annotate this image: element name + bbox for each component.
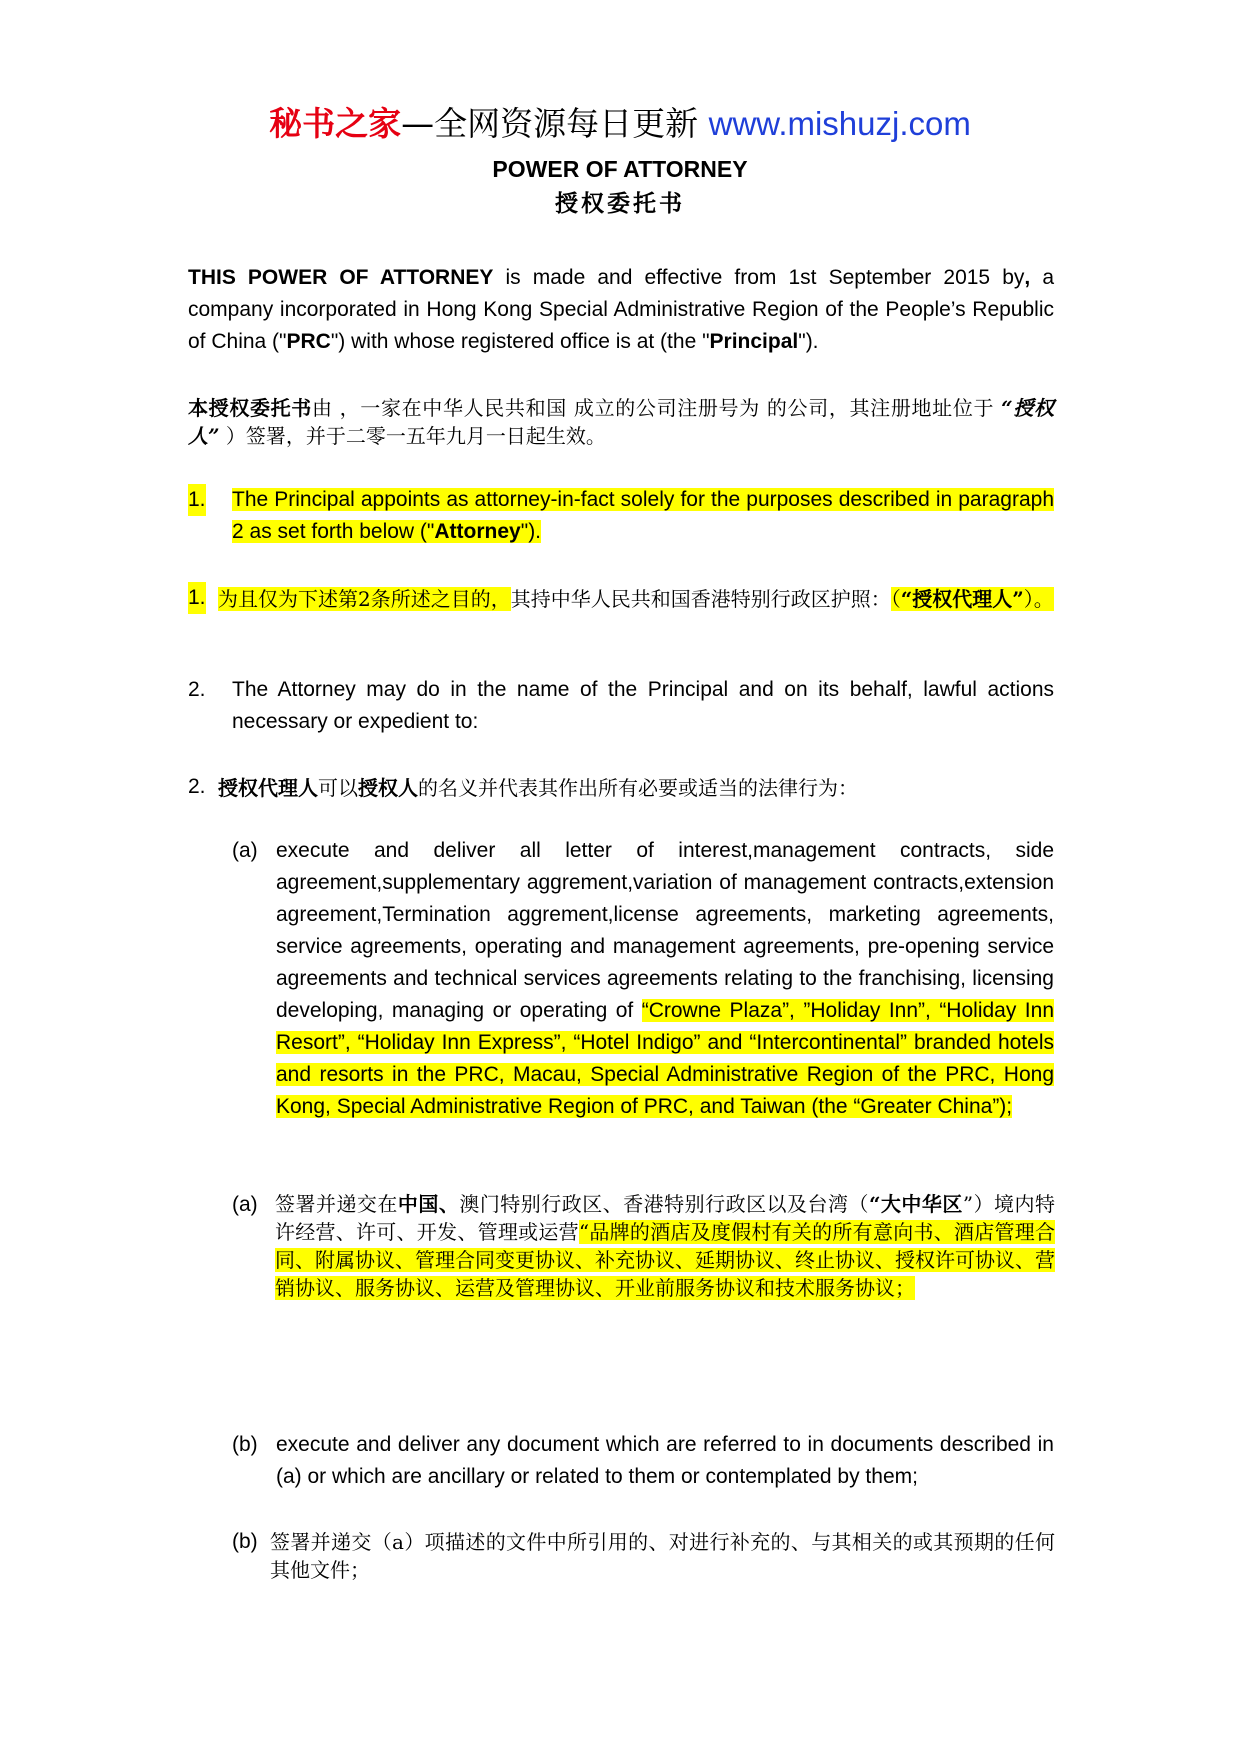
item-a-label-en: (a) — [232, 839, 258, 862]
item-b-zh: 签署并递交（a）项描述的文件中所引用的、对进行补充的、与其相关的或其预期的任何其他文件； — [270, 1530, 1055, 1582]
clause-2-number-en: 2. — [188, 678, 206, 701]
clause-2-zh: 授权代理人可以授权人的名义并代表其作出所有必要或适当的法律行为： — [218, 776, 858, 800]
site-name: 秘书之家 — [269, 104, 402, 143]
intro-paragraph-en: THIS POWER OF ATTORNEY is made and effective from 1st September 2015 by, a company incorporated in Hong Kong Special Administrative Region of the People’s Republic of China ("PRC") with whose registered office is at (the "Principal"). — [188, 266, 1055, 353]
item-b-label-en: (b) — [232, 1433, 258, 1456]
clause-1-en: The Principal appoints as attorney-in-fact solely for the purposes described in paragraph 2 as set forth below ("Attorney"). — [232, 488, 1054, 543]
item-a-zh: 签署并递交在中国、澳门特别行政区、香港特别行政区以及台湾（“大中华区”）境内特许经营、许可、开发、管理或运营“品牌的酒店及度假村有关的所有意向书、酒店管理合同、附属协议、管理合同变更协议、补充协议、延期协议、终止协议、授权许可协议、营销协议、服务协议、运营及管理协议、开业前服务协议和技术服务协议； — [275, 1192, 1056, 1300]
title-chinese: 授权委托书 — [555, 191, 685, 217]
site-banner — [0, 102, 1240, 146]
item-a-label-zh: (a) — [232, 1193, 258, 1216]
clause-1-number-zh: 1. — [188, 582, 206, 614]
site-tagline: —全网资源每日更新 — [401, 104, 699, 143]
site-url[interactable]: www.mishuzj.com — [708, 105, 971, 142]
clause-2-en: The Attorney may do in the name of the Principal and on its behalf, lawful actions necessary or expedient to: — [232, 678, 1054, 733]
clause-2-number-zh: 2. — [188, 775, 206, 798]
clause-1-number-en: 1. — [188, 484, 206, 516]
item-b-en: execute and deliver any document which are referred to in documents described in (a) or which are ancillary or related to them or contemplated by them; — [276, 1433, 1054, 1488]
item-a-en: execute and deliver all letter of interest,management contracts, side agreement,supplementary aggrement,variation of management contracts,extension agreement,Termination aggrement,license agreements, marketing agreements, service agreements, operating and management agreements, pre-opening service agreements and technical services agreements relating to the franchising, licensing developing, managing or operating of “Crowne Plaza”, ”Holiday Inn”, “Holiday Inn Resort”, “Holiday Inn Express”, “Hotel Indigo” and “Intercontinental” branded hotels and resorts in the PRC, Macau, Special Administrative Region of the PRC, Hong Kong, Special Administrative Region of PRC, and Taiwan (the “Greater China”); — [276, 839, 1054, 1118]
title-english: POWER OF ATTORNEY — [492, 156, 748, 182]
intro-paragraph-zh: 本授权委托书由 ，一家在中华人民共和国 成立的公司注册号为 的公司，其注册地址位于 “授权人” ）签署，并于二零一五年九月一日起生效。 — [188, 396, 1054, 448]
item-b-label-zh: (b) — [232, 1530, 258, 1553]
clause-1-zh: 为且仅为下述第2条所述之目的，其持中华人民共和国香港特别行政区护照：（“授权代理人”）。 — [218, 587, 1054, 611]
